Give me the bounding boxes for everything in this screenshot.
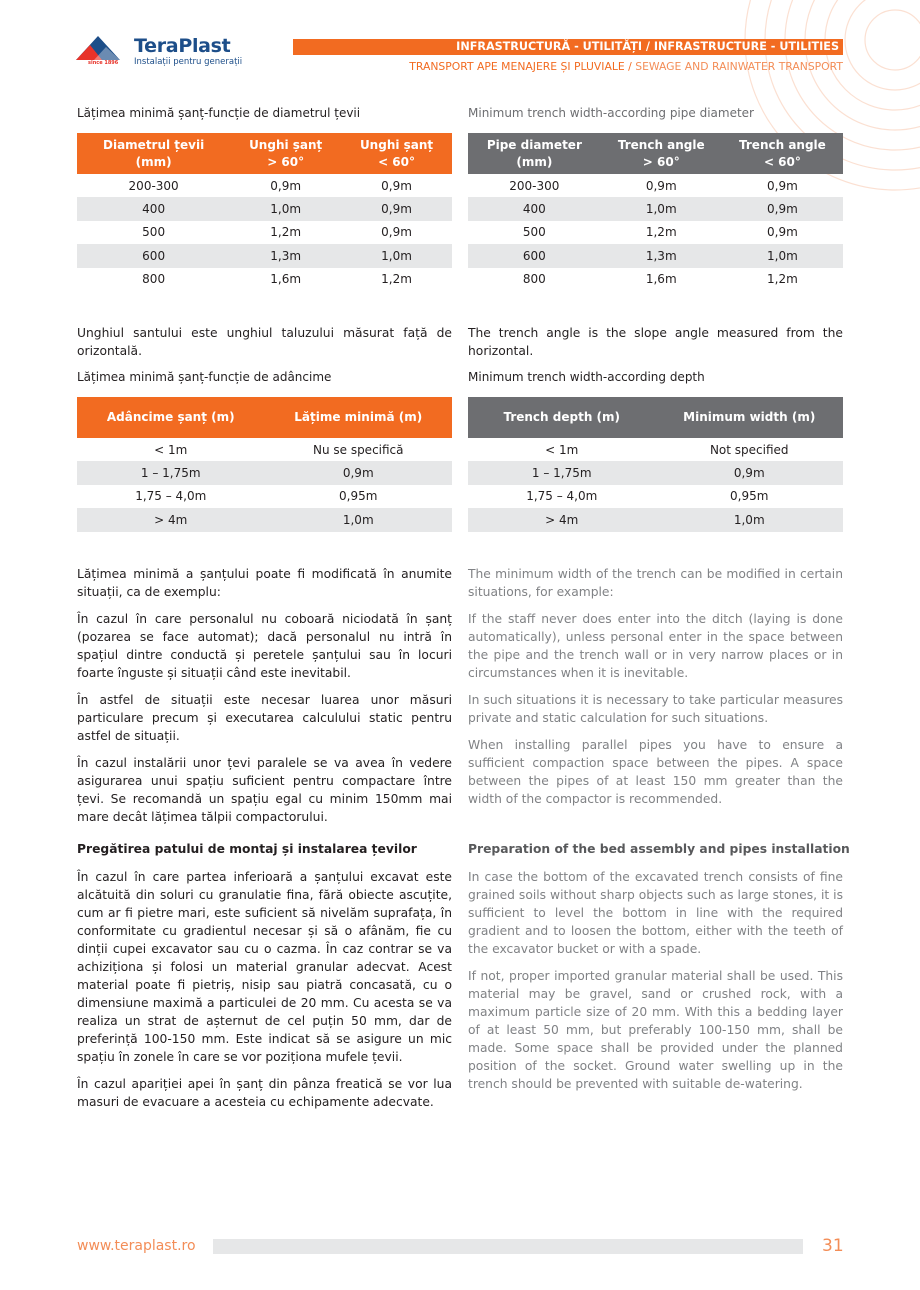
table-row: 800 1,6m 1,2m — [522, 272, 798, 287]
paragraph: În cazul apariției apei în șanț din pânza freatică se vor lua masuri de evacuare a acesteia cu echipamente adecvate. — [77, 1077, 452, 1109]
subtitle-en: SEWAGE AND RAINWATER TRANSPORT — [635, 60, 843, 73]
paragraph: În cazul în care personalul nu coboară niciodată în șanț (pozarea se face automat); dacă personalul nu intră în spațiul dintre conductă și peretele șanțului sau în locuri foarte înguste și situații când este inevitabil. — [77, 612, 452, 680]
table1-en — [468, 133, 843, 291]
table-row: 400 1,0m 0,9m — [468, 197, 843, 220]
paragraph: În cazul instalării unor țevi paralele se va avea în vedere asigurarea unui spațiu suficient pentru compactare între țevi. Se recomandă un spațiu egal cu minim 150mm mai mare decât lățimea tălpii compactorului. — [77, 756, 452, 824]
table-row: 500 1,2m 0,9m — [522, 225, 798, 240]
paragraph: If not, proper imported granular material shall be used. This material may be gravel, sand or crushed rock, with a maximum particle size of 20 mm. With this a bedding layer of at least 50 mm, but preferably 100-150 mm, shall be made. Some space shall be provided under the planned position of the socket. Ground water swelling up in the trench should be prevented with suitable de-watering. — [468, 969, 843, 1091]
table1-caption-ro: Lățimea minimă șanț-funcție de diametrul țevii — [77, 106, 361, 120]
website-link[interactable]: www.teraplast.ro — [77, 1238, 196, 1254]
section2-heading-en: Preparation of the bed assembly and pipes installation — [468, 842, 850, 856]
table-row: 200-300 0,9m 0,9m — [128, 178, 412, 193]
table-row: 600 1,3m 1,0m — [77, 244, 452, 267]
table2-header: Trench depth (m) — [468, 397, 656, 438]
table2-caption-en: Minimum trench width-according depth — [468, 370, 705, 384]
brand-tagline: Instalații pentru generații — [134, 57, 243, 67]
table2-header: Lățime minimă (m) — [265, 397, 453, 438]
table-row: 1,75 – 4,0m 0,95m — [526, 489, 769, 504]
paragraph: În cazul în care partea inferioară a șanțului excavat este alcătuită din soluri cu granulatie fina, fără obiecte ascuțite, cum ar fi pietre mari, este suficient să nivelăm suprafața, în conformitate cu gradientul necesar și să o afânăm, fie cu dinții cupei excavator sau cu o cazma. În caz contrar se va achiziționa și folosi un material granular adecvat. Acest material poate fi pietriș, nisip sau piatră concasată, cu o dimensiune maximă a particulei de 20 mm. Cu acesta se va realiza un strat de așternut de cel puțin 50 mm, dar de preferință 100-150 mm. Este indicat să se asigure un mic spațiu în zonele în care se vor poziționa mufele țevii. — [77, 870, 452, 1064]
section1-en — [468, 565, 843, 817]
table1-caption-en: Minimum trench width-according pipe diameter — [468, 106, 754, 120]
table-row: > 4m 1,0m — [468, 508, 843, 531]
table2-en — [468, 397, 843, 532]
table-row: 500 1,2m 0,9m — [142, 225, 412, 240]
table-row: < 1m Nu se specifică — [154, 442, 404, 457]
table-row: < 1m Not specified — [545, 442, 789, 457]
paragraph: The minimum width of the trench can be modified in certain situations, for example: — [468, 567, 843, 599]
table-row: 1,75 – 4,0m 0,95m — [135, 489, 378, 504]
angle-note-ro: Unghiul santului este unghiul taluzului măsurat față de orizontală. — [77, 326, 452, 358]
section-title-bar: INFRASTRUCTURĂ - UTILITĂȚI / INFRASTRUCTURE - UTILITIES — [293, 39, 843, 55]
table2-caption-ro: Lățimea minimă șanț-funcție de adâncime — [77, 370, 332, 384]
table2-header: Adâncime șanț (m) — [77, 397, 265, 438]
table1-header: Trench angle > 60° — [601, 133, 722, 174]
table1-ro — [77, 133, 452, 291]
table-row: 600 1,3m 1,0m — [468, 244, 843, 267]
section2-heading-ro: Pregătirea patului de montaj și instalarea țevilor — [77, 842, 417, 856]
section1-ro — [77, 565, 452, 835]
since-label: since 1896 — [88, 60, 119, 66]
angle-note-en: The trench angle is the slope angle measured from the horizontal. — [468, 326, 843, 358]
paragraph: If the staff never does enter into the ditch (laying is done automatically), unless personal enter in the space between the pipe and the trench wall or in very narrow places or in circumstances when it is inevitable. — [468, 612, 843, 680]
table1-header: Pipe diameter (mm) — [468, 133, 601, 174]
paragraph: In such situations it is necessary to take particular measures private and static calculation for such situations. — [468, 693, 843, 725]
table1-header: Trench angle < 60° — [722, 133, 843, 174]
section2-ro — [77, 868, 452, 1120]
table2-ro — [77, 397, 452, 532]
table2-header: Minimum width (m) — [656, 397, 844, 438]
teraplast-logo — [76, 34, 246, 68]
table-row: 1 – 1,75m 0,9m — [77, 461, 452, 484]
table1-header: Unghi șanț > 60° — [230, 133, 341, 174]
section-subtitle — [409, 60, 843, 73]
subtitle-ro: TRANSPORT APE MENAJERE ȘI PLUVIALE — [409, 60, 625, 73]
paragraph: In case the bottom of the excavated trench consists of fine grained soils without sharp objects such as large stones, it is sufficient to level the bottom in line with the required gradient and to loosen the bottom, either with the teeth of the excavator bucket or with a spade. — [468, 870, 843, 956]
paragraph: În astfel de situații este necesar luarea unor măsuri particulare precum și executarea calculului static pentru astfel de situații. — [77, 693, 452, 743]
table-row: 1 – 1,75m 0,9m — [468, 461, 843, 484]
paragraph: When installing parallel pipes you have to ensure a sufficient compaction space between the pipes. A space between the pipes of at least 150 mm greater than the width of the compactor is recommended. — [468, 738, 843, 806]
table-row: 800 1,6m 1,2m — [142, 272, 412, 287]
paragraph: Lățimea minimă a șanțului poate fi modificată în anumite situații, ca de exemplu: — [77, 567, 452, 599]
table1-header: Diametrul țevii (mm) — [77, 133, 230, 174]
brand-name: TeraPlast — [134, 35, 231, 57]
table-row: 200-300 0,9m 0,9m — [509, 178, 798, 193]
table1-header: Unghi șanț < 60° — [341, 133, 452, 174]
footer-bar — [213, 1239, 803, 1254]
subtitle-separator: / — [624, 60, 636, 73]
table-row: 400 1,0m 0,9m — [77, 197, 452, 220]
section2-en — [468, 868, 843, 1102]
table-row: > 4m 1,0m — [77, 508, 452, 531]
page-number: 31 — [822, 1236, 844, 1256]
